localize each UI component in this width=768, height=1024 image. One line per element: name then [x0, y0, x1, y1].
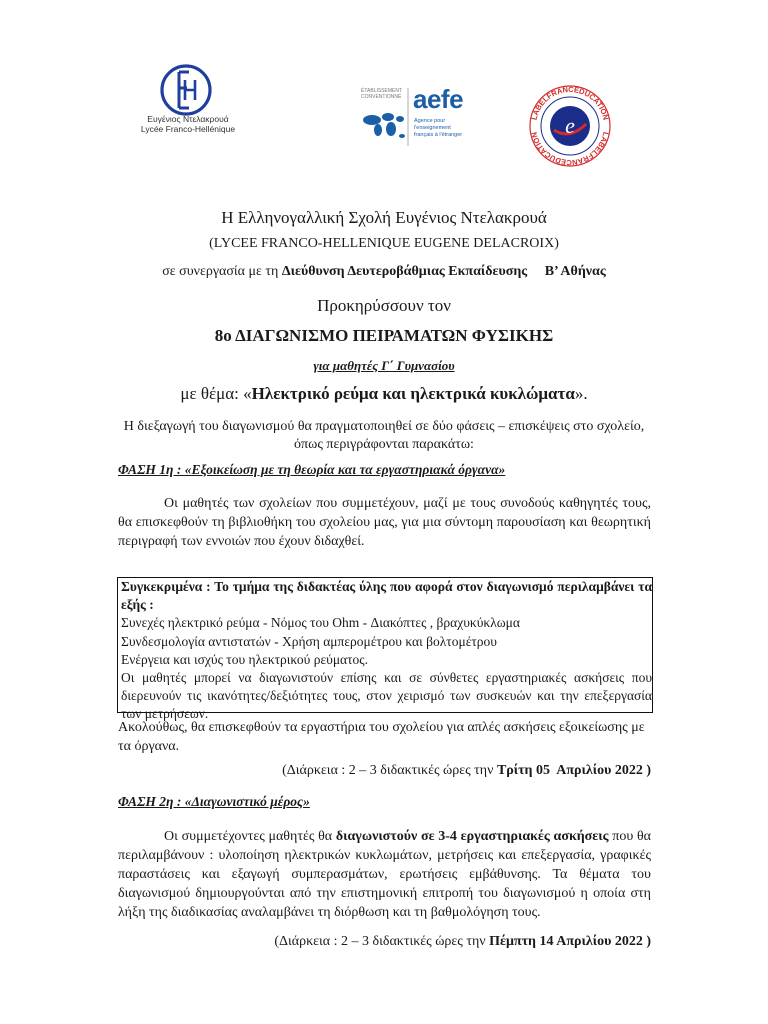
syllabus-note: Οι μαθητές μπορεί να διαγωνιστούν επίσης και σε σύνθετες εργαστηριακές ασκήσεις που διερευνούν τις ικανότητες/δεξιότητες τους, στον χειρισμό των συσκευών και την επεξεργασία των μετρήσεων.: [121, 670, 652, 722]
intro-paragraph: Η διεξαγωγή του διαγωνισμού θα πραγματοποιηθεί σε δύο φάσεις – επισκέψεις στο σχολείο, όπως περιγράφονται παρακάτω:: [123, 419, 645, 452]
syllabus-heading: Συγκεκριμένα : Το τμήμα της διδακτέας ύλης που αφορά στον διαγωνισμό περιλαμβάνει τα εξής :: [121, 579, 652, 613]
cooperation-prefix: σε συνεργασία με τη: [162, 264, 282, 279]
syllabus-item: Συνεχές ηλεκτρικό ρεύμα - Νόμος του Ohm - Διακόπτες , βραχυκύκλωμα: [121, 615, 520, 631]
announce-line: Προκηρύσσουν τον: [317, 296, 451, 315]
labelfranceducation-logo: [528, 84, 612, 168]
phase2-title: ΦΑΣΗ 2η : «Διαγωνιστικό μέρος»: [118, 794, 310, 809]
topic-line: [0, 384, 768, 404]
phase2-para-start: Οι συμμετέχοντες μαθητές θα: [164, 829, 336, 844]
phase2-para-bold: διαγωνιστούν σε 3-4 εργαστηριακές ασκήσεις: [335, 829, 609, 844]
labelfranceducation-badge-icon: [528, 84, 612, 168]
aefe-brand: aefe: [413, 84, 464, 114]
svg-text:e: e: [565, 113, 575, 138]
topic-prefix: με θέμα: «: [180, 384, 252, 403]
school-name: Η Ελληνογαλλική Σχολή Ευγένιος Ντελακρουά: [221, 208, 547, 227]
school-logo-caption-greek: Ευγένιος Ντελακρουά: [147, 114, 229, 124]
topic-suffix: ».: [574, 384, 588, 403]
aefe-logo: [358, 84, 468, 154]
phase1-paragraph: Οι μαθητές των σχολείων που συμμετέχουν, μαζί με τους συνοδούς καθηγητές τους, θα επισκεφθούν τη βιβλιοθήκη του σχολείου μας, για μια σύντομη παρουσίαση και θεωρητική περιγραφή των εννοιών που έχουν διδαχθεί.: [118, 496, 651, 549]
syllabus-item: Συνδεσμολογία αντιστατών - Χρήση αμπερομέτρου και βολτομέτρου: [121, 633, 497, 649]
eh-monogram-icon: [155, 62, 217, 118]
label-ring-text-top: LABELFRANCÉDUCATION: [529, 84, 611, 121]
topic-title: Ηλεκτρικό ρεύμα και ηλεκτρικά κυκλώματα: [251, 384, 575, 403]
cooperation-directorate: Διεύθυνση Δευτεροβάθμιας Εκπαίδευσης Β’ Αθήνας: [281, 264, 606, 279]
syllabus-box: [117, 577, 653, 722]
phase1-title: ΦΑΣΗ 1η : «Εξοικείωση με τη θεωρία και τα εργαστηριακά όργανα»: [118, 462, 506, 477]
competition-title: 8ο ΔΙΑΓΩΝΙΣΜΟ ΠΕΙΡΑΜΑΤΩΝ ΦΥΣΙΚΗΣ: [214, 326, 554, 345]
phase1-duration-prefix: (Διάρκεια : 2 – 3 διδακτικές ώρες την: [282, 763, 497, 778]
phase1-duration: [118, 763, 651, 779]
audience-line: για μαθητές Γ΄ Γυμνασίου: [313, 358, 455, 373]
phase2-duration-prefix: (Διάρκεια : 2 – 3 διδακτικές ώρες την: [274, 934, 490, 949]
phase2-duration: [118, 934, 651, 950]
phase1-after-box: Ακολούθως, θα επισκεφθούν τα εργαστήρια του σχολείου για απλές ασκήσεις εξοικείωσης με τα όργανα.: [118, 720, 645, 754]
aefe-tagline: Agence pour l'enseignement français à l'étranger: [414, 118, 463, 138]
school-logo: [138, 62, 238, 138]
phase2-para-rest: που θα περιλαμβάνουν : υλοποίηση ηλεκτρικών κυκλωμάτων, μετρήσεις και επεξεργασία, γραφικές παραστάσεις και εξαγωγή συμπερασμάτων, ερωτήσεις εμβάθυνσης. Τα θέματα του διαγωνισμού δημιουργούνται από την επιστημονική επιτροπή του διαγωνισμού η οποία στη λήξη της διαδικασίας αναλαμβάνει τη διόρθωση και τη βαθμολόγηση τους.: [118, 829, 652, 920]
syllabus-item: Ενέργεια και ισχύς του ηλεκτρικού ρεύματος.: [121, 651, 369, 667]
school-logo-caption-french: Lycée Franco-Hellénique: [140, 124, 236, 134]
cooperation-line: [0, 264, 768, 280]
label-ring-text-bottom: LABELFRANCÉDUCATION: [529, 131, 611, 168]
school-name-french: (LYCEE FRANCO-HELLENIQUE EUGENE DELACROIX): [209, 236, 559, 251]
phase1-duration-date: Τρίτη 05 Απριλίου 2022 ): [496, 763, 651, 778]
aefe-small-text: ÉTABLISSEMENT CONVENTIONNÉ: [361, 88, 403, 100]
phase2-duration-date: Πέμπτη 14 Απριλίου 2022 ): [489, 934, 651, 949]
phase2-paragraph: [118, 827, 651, 922]
